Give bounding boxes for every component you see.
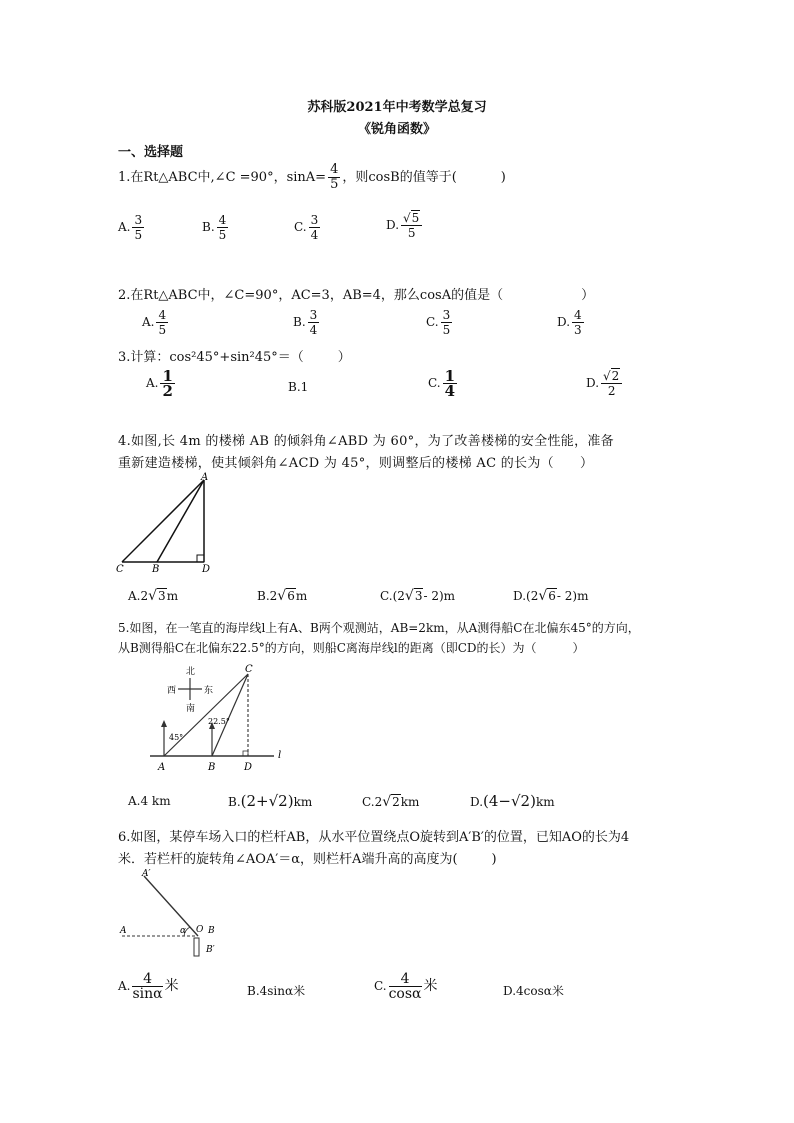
q1-c-den: 4 — [310, 228, 319, 242]
q1-option-b[interactable] — [202, 213, 230, 242]
doc-subtitle: 《锐角函数》 — [357, 122, 436, 137]
q5-west-label: 西 — [167, 686, 177, 696]
question-4-line2 — [118, 452, 593, 471]
q1-close: ) — [500, 170, 506, 185]
question-1 — [118, 163, 506, 192]
q4-label-b: B — [152, 564, 160, 575]
q1-option-a[interactable] — [118, 213, 146, 242]
q1-text-post: ，则cosB的值等于( — [342, 170, 457, 185]
q4-line-ac — [122, 480, 204, 562]
q1-frac-num: 4 — [330, 162, 339, 177]
q1-option-d[interactable] — [386, 211, 424, 240]
q5-arrowhead-a — [161, 720, 167, 727]
q5-option-c[interactable]: C.2√2km — [362, 794, 420, 810]
q6-label-o: O — [196, 925, 204, 935]
q6-a-den: sinα — [132, 986, 163, 1002]
q3-c-den: 4 — [444, 382, 456, 400]
q4-d-rad: 6 — [548, 589, 556, 603]
q5-option-a[interactable]: A.4 km — [128, 794, 171, 808]
q4-c-pre: C.(2 — [380, 589, 405, 603]
q4-a-post: m — [166, 589, 179, 603]
doc-title: 苏科版2021年中考数学总复习 — [307, 100, 487, 115]
question-6-line2 — [118, 848, 497, 867]
q4-label-a: A — [201, 472, 209, 483]
q4-a-rad: 3 — [158, 589, 166, 603]
q5-d-post: km — [535, 795, 555, 809]
q5-label-a: A — [158, 762, 166, 773]
q5-d-expr: (4−√2) — [483, 792, 536, 810]
q3-option-d[interactable] — [586, 369, 624, 398]
q6-label-alpha: α — [180, 926, 187, 936]
q5-b-pre: B. — [228, 795, 241, 809]
q5-line-bc — [212, 674, 248, 756]
q5-d-pre: D. — [470, 795, 484, 809]
q5-b-expr: (2+√2) — [240, 792, 294, 810]
q2-d-den: 3 — [574, 323, 582, 337]
question-5-line1: 5.如图，在一笔直的海岸线l上有A、B两个观测站，AB=2km，从A测得船C在北偏东45°的方向， — [118, 621, 640, 635]
question-3 — [118, 346, 351, 365]
q2-text: 2.在Rt△ABC中，∠C=90°，AC=3，AB=4，那么cosA的值是（ — [118, 288, 504, 303]
q3-close: ） — [337, 350, 351, 365]
q6-c-num: 4 — [389, 972, 422, 987]
q4-c-rad: 3 — [414, 589, 423, 603]
q1-d-den: 5 — [407, 226, 416, 240]
q5-close: ） — [572, 641, 585, 655]
q5-label-l: l — [278, 750, 282, 761]
q3-option-c[interactable] — [428, 369, 459, 398]
q5-right-angle-mark — [243, 751, 248, 756]
q5-label-d: D — [244, 762, 253, 773]
q1-fraction — [328, 163, 340, 192]
q2-b-num: 3 — [309, 308, 318, 322]
q1-d-num: √5 — [401, 211, 422, 226]
q6-option-c[interactable] — [374, 972, 438, 1001]
q6-c-unit: 米 — [423, 978, 438, 994]
q5-south-label: 南 — [186, 704, 196, 714]
q2-b-den: 4 — [309, 323, 318, 337]
q4-c-post: - 2)m — [423, 589, 456, 603]
question-5-line2 — [118, 639, 585, 656]
q2-c-label: C. — [426, 315, 439, 329]
q5-b-post: km — [293, 795, 313, 809]
q3-d-num: √2 — [601, 369, 622, 384]
q2-d-label: D. — [557, 315, 571, 329]
q1-option-c[interactable] — [294, 213, 322, 242]
q3-text: 3.计算：cos²45°+sin²45°＝（ — [118, 350, 304, 365]
q3-option-b[interactable]: B.1 — [288, 380, 309, 394]
q1-b-den: 5 — [218, 228, 227, 242]
q5-angle-22-5: 22.5° — [208, 717, 230, 726]
question-4-line1: 4.如图,长 4m 的楼梯 AB 的倾斜角∠ABD 为 60°，为了改善楼梯的安全性能，准备 — [118, 434, 614, 449]
q4-b-post: m — [295, 589, 308, 603]
q3-a-label: A. — [146, 376, 159, 390]
q2-c-num: 3 — [442, 308, 451, 322]
q6-a-unit: 米 — [164, 978, 179, 994]
q2-d-num: 4 — [574, 308, 582, 322]
q2-a-num: 4 — [158, 308, 167, 322]
q3-option-a[interactable] — [146, 369, 177, 398]
q4-option-d[interactable]: D.(2√6- 2)m — [513, 588, 589, 604]
q3-c-num: 1 — [444, 367, 456, 385]
q6-option-d[interactable]: D.4cosα米 — [503, 984, 564, 998]
q6-c-den: cosα — [388, 986, 422, 1002]
q3-d-rad: 2 — [611, 369, 620, 383]
q2-option-a[interactable] — [142, 308, 170, 337]
q4-close: ） — [579, 456, 594, 471]
q4-right-angle-mark — [197, 555, 204, 562]
question-6-line1: 6.如图，某停车场入口的栏杆AB，从水平位置绕点O旋转到A′B′的位置，已知AO的长为4 — [118, 830, 630, 845]
q3-d-label: D. — [586, 376, 600, 390]
q5-text-line2: 从B测得船C在北偏东22.5°的方向，则船C离海岸线l的距离（即CD的长）为（ — [118, 641, 537, 655]
q4-d-pre: D.(2 — [513, 589, 539, 603]
q4-label-d: D — [202, 564, 211, 575]
q3-a-num: 1 — [162, 367, 173, 385]
q3-a-den: 2 — [162, 382, 173, 400]
q5-east-label: 东 — [204, 686, 214, 696]
q1-text-pre: 1.在Rt△ABC中,∠C =90°，sinA= — [118, 170, 327, 185]
q5-option-d[interactable] — [470, 792, 555, 810]
q6-barrier-figure — [112, 866, 232, 962]
q2-option-b[interactable] — [293, 308, 321, 337]
q4-b-pre: B.2 — [257, 589, 278, 603]
q5-north-label: 北 — [186, 667, 196, 677]
q4-a-pre: A.2 — [128, 589, 149, 603]
q6-text-line2: 米．若栏杆的旋转角∠AOA′＝α，则栏杆A端升高的高度为( — [118, 852, 458, 867]
q5-label-b: B — [208, 762, 216, 773]
q6-close: ) — [491, 852, 497, 867]
question-2 — [118, 284, 594, 303]
q5-label-c: C — [245, 664, 253, 675]
q5-option-b[interactable] — [228, 792, 312, 810]
q2-close: ） — [581, 288, 595, 303]
q4-option-a[interactable]: A.2√3m — [128, 588, 179, 604]
q6-a-label: A. — [118, 979, 131, 993]
q2-a-den: 5 — [158, 323, 167, 337]
q6-post — [194, 938, 199, 956]
q2-a-label: A. — [142, 315, 155, 329]
q1-c-num: 3 — [310, 213, 319, 227]
q2-option-c[interactable] — [426, 308, 454, 337]
q5-c-pre: C.2 — [362, 795, 383, 809]
q4-label-c: C — [116, 564, 124, 575]
q4-option-c[interactable]: C.(2√3- 2)m — [380, 588, 456, 604]
q1-a-label: A. — [118, 220, 131, 234]
q2-b-label: B. — [293, 315, 306, 329]
q1-frac-den: 5 — [330, 177, 339, 192]
q6-a-num: 4 — [132, 972, 162, 987]
q6-option-b[interactable]: B.4sinα米 — [247, 984, 306, 998]
q1-c-label: C. — [294, 220, 307, 234]
q2-c-den: 5 — [442, 323, 451, 337]
q6-label-b: B — [208, 926, 215, 936]
q4-d-post: - 2)m — [556, 589, 589, 603]
q1-b-num: 4 — [218, 213, 227, 227]
section-heading: 一、选择题 — [118, 145, 184, 160]
q5-coast-figure — [142, 660, 292, 776]
q5-angle-45: 45° — [169, 733, 184, 742]
q1-b-label: B. — [202, 220, 215, 234]
q3-c-label: C. — [428, 376, 441, 390]
q2-option-d[interactable] — [557, 308, 586, 337]
q5-c-rad: 2 — [392, 795, 400, 809]
q4-stair-figure — [112, 470, 222, 576]
q6-label-b-prime: B′ — [206, 945, 215, 955]
q4-option-b[interactable]: B.2√6m — [257, 588, 308, 604]
q6-label-a-prime: A′ — [142, 869, 151, 879]
q5-c-post: km — [400, 795, 420, 809]
q1-d-label: D. — [386, 218, 400, 232]
q6-label-a: A — [120, 926, 127, 936]
q6-c-label: C. — [374, 979, 387, 993]
q3-d-den: 2 — [607, 384, 616, 398]
q4-text-line2: 重新建造楼梯，使其倾斜角∠ACD 为 45°，则调整后的楼梯 AC 的长为（ — [118, 456, 554, 471]
q1-d-rad: 5 — [411, 211, 420, 225]
q6-option-a[interactable] — [118, 972, 179, 1001]
q4-b-rad: 6 — [287, 589, 295, 603]
q1-a-den: 5 — [134, 228, 143, 242]
q1-a-num: 3 — [134, 213, 143, 227]
